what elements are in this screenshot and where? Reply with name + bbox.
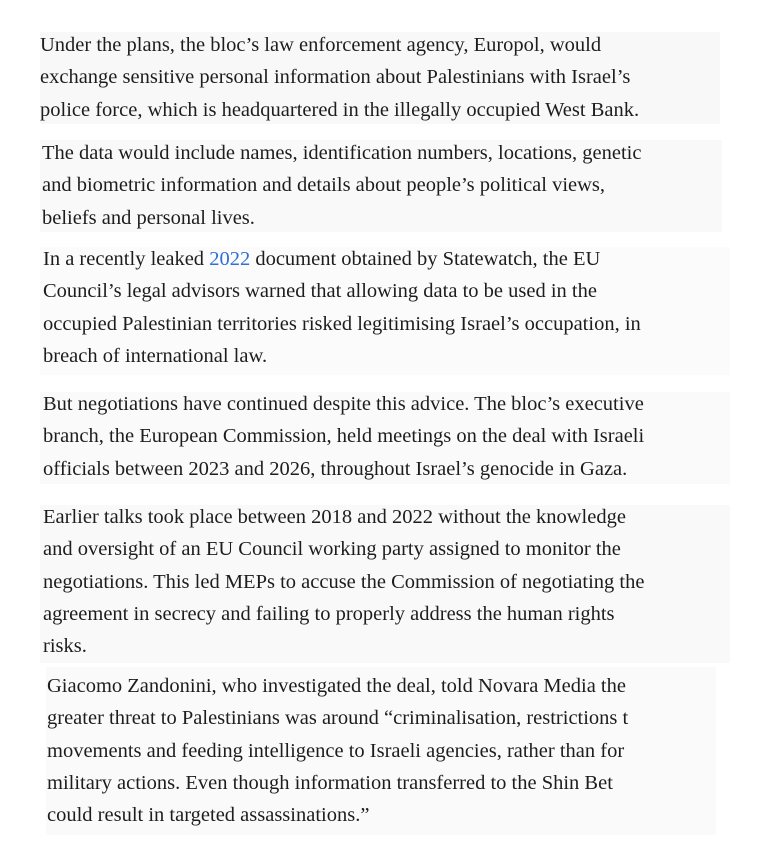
paragraph-line: agreement in secrecy and failing to properly address the human rights (43, 602, 615, 625)
paragraph-line: But negotiations have continued despite this advice. The bloc’s executive (43, 393, 644, 415)
paragraph-line: movements and feeding intelligence to Israeli agencies, rather than for (47, 739, 625, 762)
paragraph-line: Giacomo Zandonini, who investigated the deal, told Novara Media the (47, 675, 626, 697)
paragraph-line: exchange sensitive personal information about Palestinians with Israel’s (40, 66, 631, 89)
paragraph-line: police force, which is headquartered in the illegally occupied West Bank. (40, 98, 640, 121)
paragraph-line: document obtained by Statewatch, the EU (250, 248, 601, 270)
paragraph-europol-plans (40, 29, 740, 126)
paragraph-line: negotiations. This led MEPs to accuse the Commission of negotiating the (43, 570, 645, 593)
paragraph-line: military actions. Even though information transferred to the Shin Bet (47, 771, 613, 794)
paragraph-negotiations (43, 388, 743, 485)
paragraph-line: In a recently leaked (43, 248, 210, 270)
paragraph-line: branch, the European Commission, held meetings on the deal with Israeli (43, 425, 645, 448)
paragraph-line: The data would include names, identification numbers, locations, genetic (42, 142, 642, 164)
paragraph-data-types (42, 137, 742, 234)
paragraph-line: occupied Palestinian territories risked legitimising Israel’s occupation, in (43, 312, 641, 335)
paragraph-line: breach of international law. (43, 344, 268, 367)
paragraph-line: could result in targeted assassinations.” (47, 804, 370, 827)
paragraph-line: officials between 2023 and 2026, throughout Israel’s genocide in Gaza. (43, 457, 628, 480)
paragraph-line: greater threat to Palestinians was around “criminalisation, restrictions t (47, 707, 629, 730)
paragraph-line: risks. (43, 635, 87, 658)
paragraph-line: Under the plans, the bloc’s law enforcement agency, Europol, would (40, 34, 602, 56)
paragraph-line: Earlier talks took place between 2018 and 2022 without the knowledge (43, 506, 626, 528)
paragraph-line: beliefs and personal lives. (42, 206, 255, 229)
paragraph-line: Council’s legal advisors warned that allowing data to be used in the (43, 280, 597, 303)
paragraph-line: and oversight of an EU Council working party assigned to monitor the (43, 538, 621, 561)
paragraph-line: and biometric information and details about people’s political views, (42, 174, 606, 197)
paragraph-zandonini-quote (47, 670, 747, 831)
document-2022-link[interactable]: 2022 (209, 248, 251, 270)
paragraph-leaked-document (43, 243, 743, 372)
paragraph-earlier-talks (43, 501, 743, 662)
